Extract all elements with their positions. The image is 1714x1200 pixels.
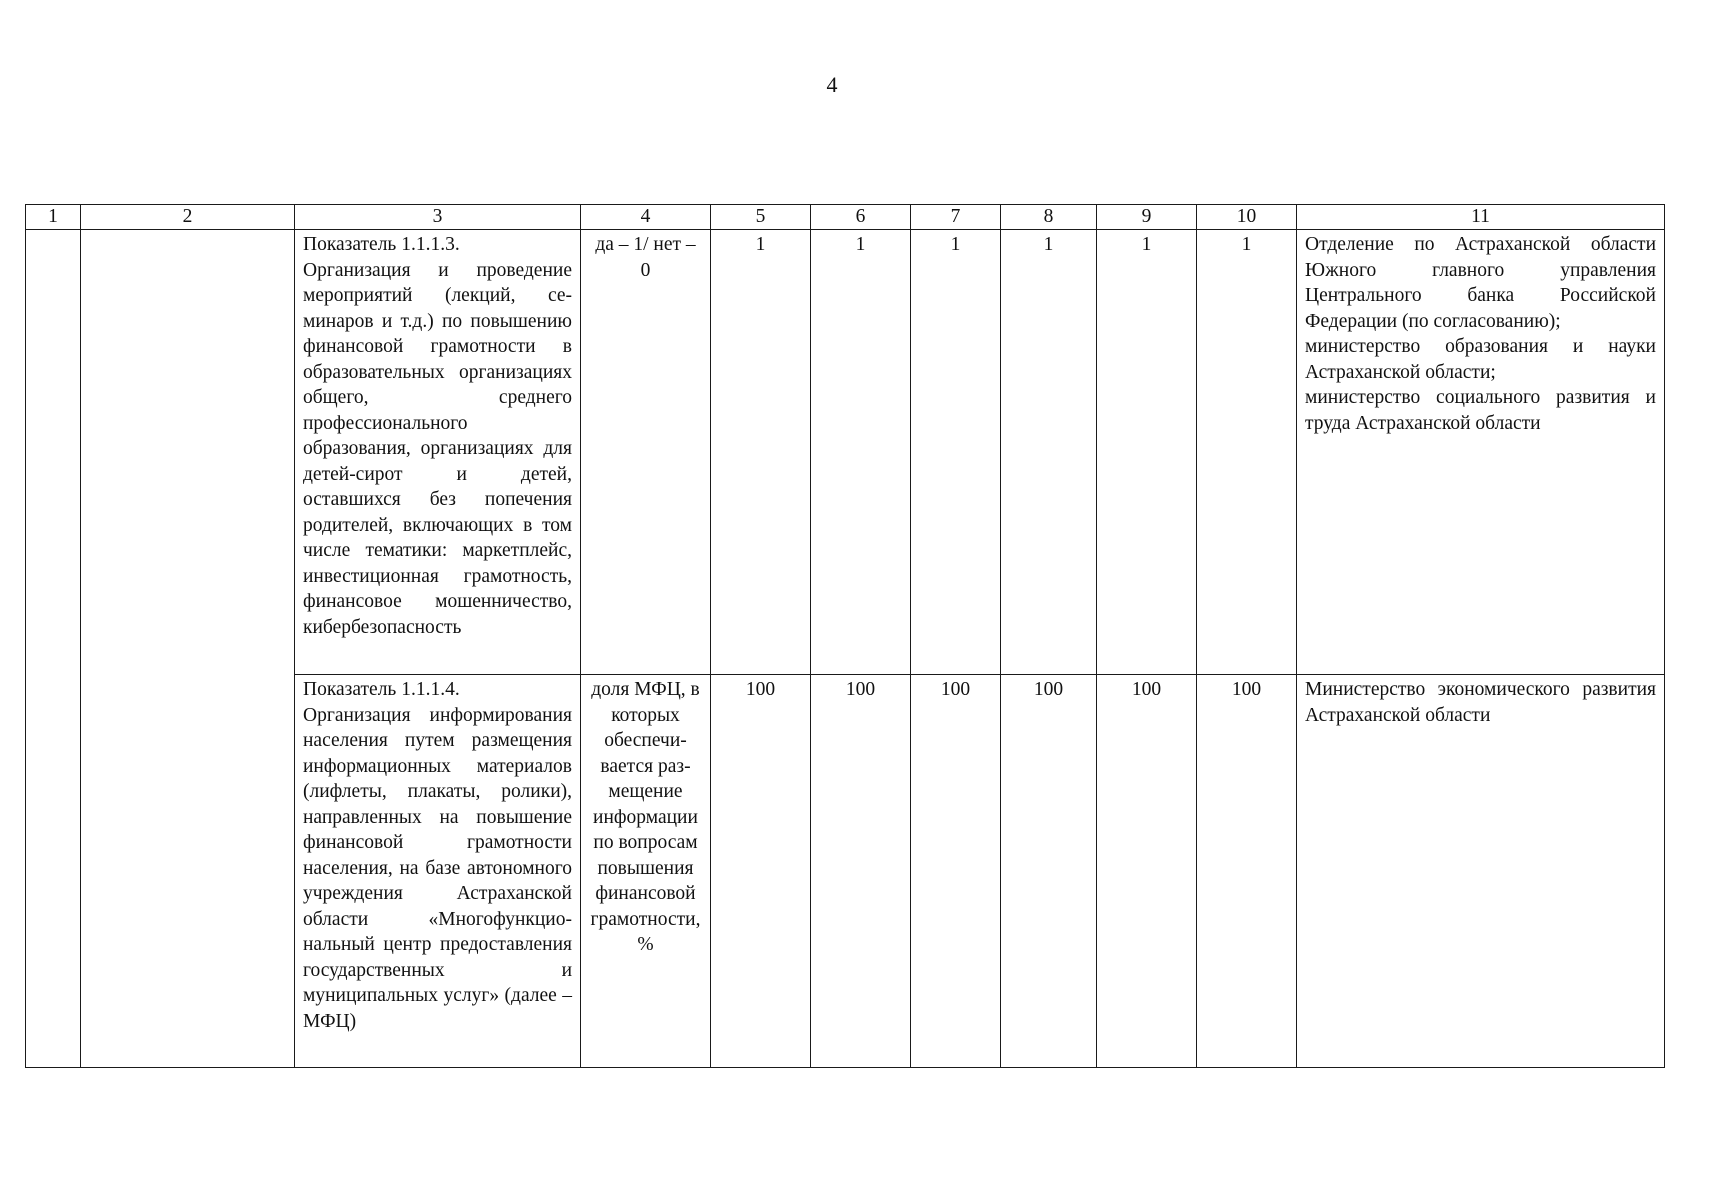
value-cell: 100: [911, 675, 1001, 1068]
responsible-cell: [1297, 230, 1665, 675]
header-cell: 1: [26, 205, 81, 230]
value-cell: 100: [1197, 675, 1297, 1068]
header-row: [26, 205, 1665, 230]
value-cell: 1: [811, 230, 911, 675]
indicator-cell: [295, 675, 581, 1068]
value-cell: 1: [711, 230, 811, 675]
table-row: [26, 230, 1665, 675]
responsible-line: Министерство экономического развития Астраханской области: [1305, 679, 1656, 726]
header-cell: 3: [295, 205, 581, 230]
value-cell: 1: [1001, 230, 1097, 675]
value-cell: 100: [1097, 675, 1197, 1068]
header-cell: 5: [711, 205, 811, 230]
header-cell: 11: [1297, 205, 1665, 230]
header-cell: 8: [1001, 205, 1097, 230]
unit-cell: доля МФЦ, в которых обеспечивается размещение информации по вопросам повышения финансовой грамотности, %: [581, 675, 711, 1068]
header-cell: 4: [581, 205, 711, 230]
indicator-cell: [295, 230, 581, 675]
value-cell: 100: [711, 675, 811, 1068]
header-cell: 10: [1197, 205, 1297, 230]
indicator-code: Показатель 1.1.1.4.: [303, 679, 460, 700]
page-number: 4: [826, 72, 838, 97]
responsible-line: министерство образования и науки Астраханской области;: [1305, 336, 1656, 383]
indicator-text: Организация информирования населения путем размещения информационных материалов (лифлеты, плакаты, ролики), направленных на повышение финансовой грамотности населения, на базе автономного учреждения Астраханской области «Многофункциональный центр предоставления государственных и муниципальных услуг» (далее – МФЦ): [303, 704, 572, 1032]
responsible-line: министерство социального развития и труда Астраханской области: [1305, 387, 1656, 434]
value-cell: 1: [911, 230, 1001, 675]
header-cell: 2: [81, 205, 295, 230]
value-cell: 1: [1097, 230, 1197, 675]
value-cell: 1: [1197, 230, 1297, 675]
unit-cell: да – 1/ нет – 0: [581, 230, 711, 675]
responsible-cell: [1297, 675, 1665, 1068]
value-cell: 100: [811, 675, 911, 1068]
header-cell: 6: [811, 205, 911, 230]
indicator-code: Показатель 1.1.1.3.: [303, 234, 460, 255]
indicators-table: [25, 204, 1665, 1068]
header-cell: 9: [1097, 205, 1197, 230]
header-cell: 7: [911, 205, 1001, 230]
value-cell: 100: [1001, 675, 1097, 1068]
col1-cell: [26, 230, 81, 1068]
responsible-line: Отделение по Астраханской области Южного главного управления Центрального банка Российской Федерации (по согласованию);: [1305, 234, 1656, 332]
indicator-text: Организация и проведение мероприятий (лекций, семинаров и т.д.) по повышению финансовой грамотности в образовательных организациях общего, среднего профессионального образования, организациях для детей-сирот и детей, оставшихся без попечения родителей, включающих в том числе тематики: маркетплейс, инвестиционная грамотность, финансовое мошенничество, кибербезопасность: [303, 259, 572, 638]
col2-cell: [81, 230, 295, 1068]
